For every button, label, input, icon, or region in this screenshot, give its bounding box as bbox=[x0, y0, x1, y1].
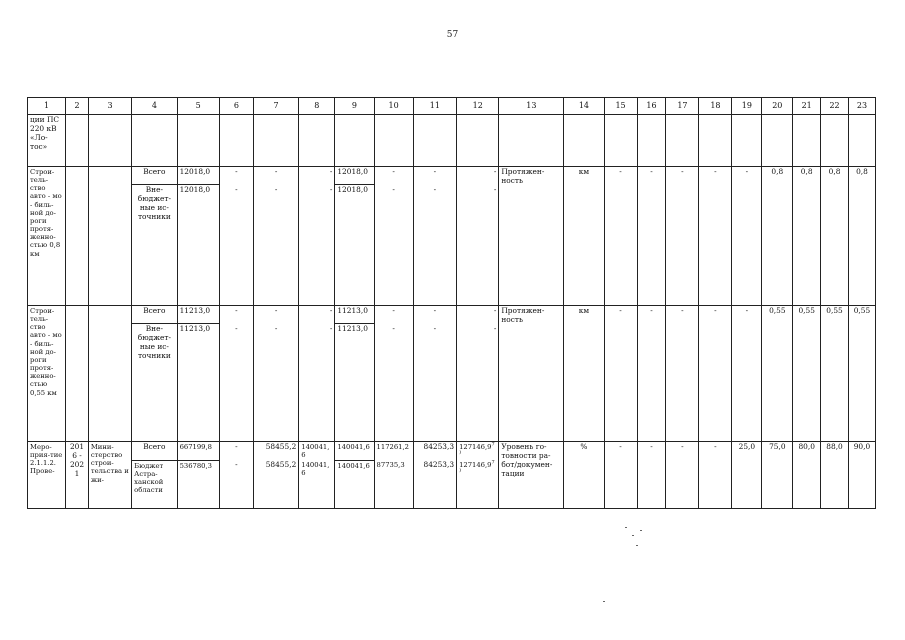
indicator-value: - bbox=[732, 167, 762, 306]
indicator-value: 0,8 bbox=[821, 167, 849, 306]
period-cell: 2016 - 2021 bbox=[66, 442, 89, 509]
value-cell: 12018,0 bbox=[177, 167, 219, 185]
indicator-value: - bbox=[604, 167, 637, 306]
value-cell: 140041,6 bbox=[299, 460, 335, 508]
header-cell: 20 bbox=[762, 98, 793, 115]
value-cell: 84253,3 bbox=[413, 442, 456, 461]
scan-speck bbox=[636, 545, 638, 546]
measure-title: Строи-тель-ство авто - мо - биль-ной до-роги протя-женно-стью 0,55 км bbox=[28, 306, 66, 442]
value-cell: - bbox=[457, 167, 499, 185]
measure-title: ции ПС 220 кВ «Ло-тос» bbox=[28, 115, 66, 167]
unit-cell: % bbox=[564, 442, 604, 509]
table-row bbox=[28, 167, 876, 185]
value-cell: 58455,2 bbox=[253, 460, 298, 508]
value-cell: - bbox=[253, 167, 298, 185]
funding-source: Бюджет Астра-ханской области bbox=[132, 460, 177, 508]
value-cell: - bbox=[374, 324, 413, 442]
value-cell: - bbox=[413, 324, 456, 442]
continuation-row bbox=[28, 115, 876, 167]
indicator-value: 75,0 bbox=[762, 442, 793, 509]
funding-source: Всего bbox=[132, 306, 177, 324]
value-cell: 11213,0 bbox=[335, 324, 374, 442]
value-cell: 11213,0 bbox=[177, 324, 219, 442]
value-cell: 667199,8 bbox=[177, 442, 219, 461]
header-cell: 17 bbox=[666, 98, 699, 115]
value-cell: - bbox=[299, 167, 335, 185]
value-cell: - bbox=[219, 306, 253, 324]
header-cell: 16 bbox=[637, 98, 666, 115]
funding-source: Вне-бюджет-ные ис-точники bbox=[132, 185, 177, 306]
value-cell: 140041,6 bbox=[335, 460, 374, 508]
header-cell: 5 bbox=[177, 98, 219, 115]
indicator-name: Протяжен-ность bbox=[499, 167, 564, 306]
value-cell: - bbox=[413, 167, 456, 185]
unit-cell: км bbox=[564, 167, 604, 306]
header-cell: 2 bbox=[66, 98, 89, 115]
header-cell: 9 bbox=[335, 98, 374, 115]
value-cell: 140041,6 bbox=[335, 442, 374, 461]
value-cell: - bbox=[219, 324, 253, 442]
scan-speck bbox=[632, 535, 634, 536]
indicator-value: - bbox=[666, 306, 699, 442]
value-cell: 12018,0 bbox=[177, 185, 219, 306]
value-text: 127146,9 bbox=[459, 443, 492, 451]
indicator-value: 0,55 bbox=[848, 306, 875, 442]
indicator-value: 0,8 bbox=[762, 167, 793, 306]
value-cell: - bbox=[253, 185, 298, 306]
header-cell: 23 bbox=[848, 98, 875, 115]
value-cell: 140041,6 bbox=[299, 442, 335, 461]
indicator-value: - bbox=[604, 306, 637, 442]
indicator-value: 0,55 bbox=[821, 306, 849, 442]
value-cell bbox=[457, 442, 499, 461]
header-cell: 10 bbox=[374, 98, 413, 115]
value-cell: - bbox=[219, 167, 253, 185]
indicator-value: 0,8 bbox=[793, 167, 821, 306]
value-cell: - bbox=[299, 185, 335, 306]
header-cell: 18 bbox=[699, 98, 732, 115]
header-cell: 7 bbox=[253, 98, 298, 115]
value-cell: - bbox=[457, 185, 499, 306]
indicator-value: 90,0 bbox=[848, 442, 875, 509]
value-text: 127146,9 bbox=[459, 461, 492, 470]
indicator-value: - bbox=[732, 306, 762, 442]
value-cell: 84253,3 bbox=[413, 460, 456, 508]
header-cell: 8 bbox=[299, 98, 335, 115]
funding-source: Вне-бюджет-ные ис-точники bbox=[132, 324, 177, 442]
value-cell: - bbox=[253, 306, 298, 324]
indicator-value: - bbox=[666, 442, 699, 509]
footnote-mark: 7) bbox=[459, 441, 495, 456]
value-cell bbox=[457, 460, 499, 508]
value-cell: - bbox=[299, 306, 335, 324]
indicator-value: 0,55 bbox=[793, 306, 821, 442]
funding-source: Всего bbox=[132, 167, 177, 185]
indicator-value: - bbox=[637, 442, 666, 509]
value-cell: - bbox=[374, 185, 413, 306]
unit-cell: км bbox=[564, 306, 604, 442]
executor-cell: Мини-стерство строи-тельства и жи- bbox=[88, 442, 131, 509]
value-cell: 117261,2 bbox=[374, 442, 413, 461]
indicator-value: - bbox=[604, 442, 637, 509]
indicator-value: - bbox=[699, 167, 732, 306]
header-cell: 12 bbox=[457, 98, 499, 115]
value-cell: - bbox=[457, 324, 499, 442]
indicator-value: - bbox=[666, 167, 699, 306]
measures-table bbox=[27, 97, 876, 509]
header-row bbox=[28, 98, 876, 115]
scan-speck bbox=[603, 601, 605, 602]
indicator-name: Протяжен-ность bbox=[499, 306, 564, 442]
funding-source: Всего bbox=[132, 442, 177, 461]
page-number: 57 bbox=[446, 30, 459, 40]
header-cell: 1 bbox=[28, 98, 66, 115]
value-cell: 58455,2 bbox=[253, 442, 298, 461]
table-row bbox=[28, 442, 876, 461]
measure-title: Строи-тель-ство авто - мо - биль-ной до-роги протя-женно-стью 0,8 км bbox=[28, 167, 66, 306]
header-cell: 6 bbox=[219, 98, 253, 115]
header-cell: 11 bbox=[413, 98, 456, 115]
value-cell: - bbox=[253, 324, 298, 442]
value-cell: - bbox=[413, 306, 456, 324]
header-cell: 13 bbox=[499, 98, 564, 115]
value-cell: - bbox=[219, 460, 253, 508]
header-cell: 15 bbox=[604, 98, 637, 115]
indicator-value: 25,0 bbox=[732, 442, 762, 509]
table-row bbox=[28, 306, 876, 324]
footnote-mark: 7) bbox=[459, 460, 495, 475]
indicator-value: - bbox=[699, 306, 732, 442]
value-cell: 11213,0 bbox=[335, 306, 374, 324]
indicator-value: - bbox=[637, 167, 666, 306]
header-cell: 3 bbox=[88, 98, 131, 115]
scan-speck bbox=[640, 530, 642, 531]
header-cell: 22 bbox=[821, 98, 849, 115]
measure-title: Меро-прия-тие 2.1.1.2. Прове- bbox=[28, 442, 66, 509]
value-cell: 87735,3 bbox=[374, 460, 413, 508]
indicator-value: - bbox=[637, 306, 666, 442]
value-cell: - bbox=[299, 324, 335, 442]
value-cell: 12018,0 bbox=[335, 185, 374, 306]
value-cell: - bbox=[219, 185, 253, 306]
indicator-value: - bbox=[699, 442, 732, 509]
value-cell: - bbox=[374, 306, 413, 324]
value-cell: - bbox=[374, 167, 413, 185]
scan-speck bbox=[625, 527, 627, 528]
header-cell: 4 bbox=[132, 98, 177, 115]
header-cell: 21 bbox=[793, 98, 821, 115]
indicator-value: 0,8 bbox=[848, 167, 875, 306]
value-cell: - bbox=[457, 306, 499, 324]
value-cell: 536780,3 bbox=[177, 460, 219, 508]
indicator-value: 88,0 bbox=[821, 442, 849, 509]
indicator-value: 80,0 bbox=[793, 442, 821, 509]
header-cell: 19 bbox=[732, 98, 762, 115]
value-cell: 12018,0 bbox=[335, 167, 374, 185]
header-cell: 14 bbox=[564, 98, 604, 115]
value-cell: 11213,0 bbox=[177, 306, 219, 324]
indicator-name: Уровень го-товности ра-бот/докумен-тации bbox=[499, 442, 564, 509]
indicator-value: 0,55 bbox=[762, 306, 793, 442]
value-cell: - bbox=[219, 442, 253, 461]
value-cell: - bbox=[413, 185, 456, 306]
